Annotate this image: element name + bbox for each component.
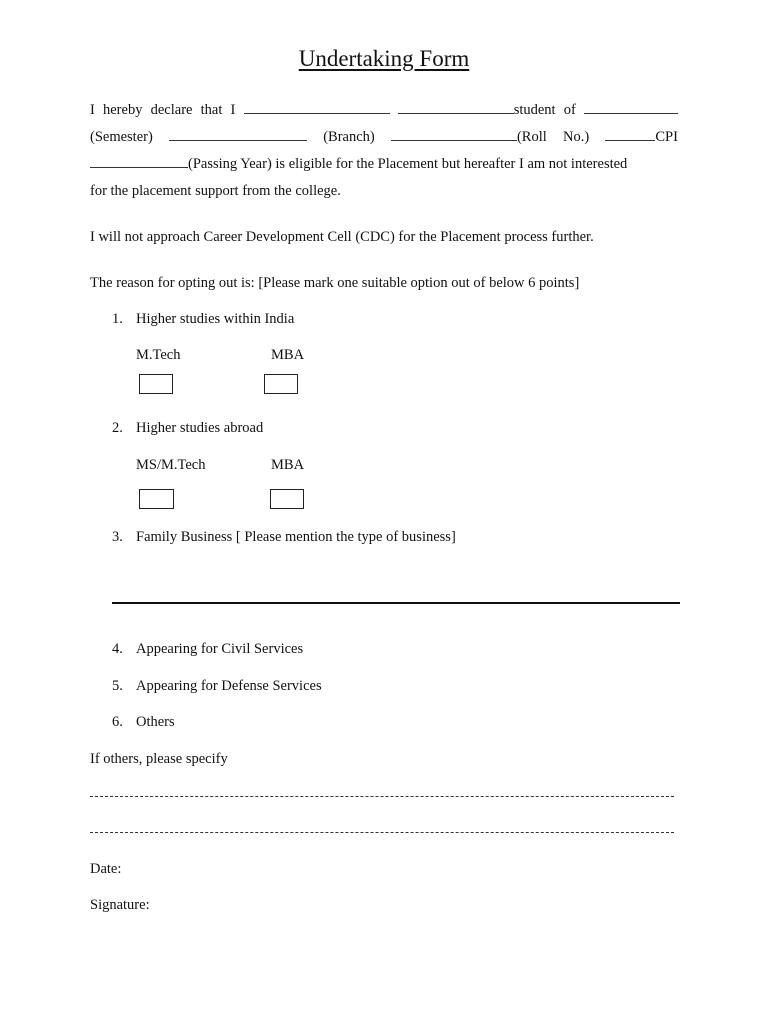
- declaration-word: declare: [150, 102, 193, 118]
- cpi-blank[interactable]: [605, 128, 655, 141]
- semester-blank[interactable]: [584, 101, 678, 114]
- branch-label: (Branch): [323, 129, 375, 145]
- roll-no-blank[interactable]: [391, 128, 517, 141]
- declaration-line-3-text: (Passing Year) is eligible for the Placement but hereafter I am not interested: [188, 156, 628, 172]
- declaration-line-3: [90, 155, 678, 173]
- declaration-line-2: [90, 128, 678, 146]
- option-label: Family Business [ Please mention the type of business]: [136, 529, 456, 545]
- name-blank[interactable]: [244, 101, 390, 114]
- option-number: 5.: [112, 678, 123, 694]
- option-number: 4.: [112, 641, 123, 657]
- mba-india-checkbox[interactable]: [264, 374, 298, 394]
- declaration-word: of: [563, 102, 576, 118]
- declaration-line-4: for the placement support from the college.: [90, 183, 341, 199]
- option-1: [112, 310, 294, 328]
- declaration-word: I: [90, 102, 95, 118]
- mtech-checkbox[interactable]: [139, 374, 173, 394]
- option-label: Higher studies within India: [136, 311, 295, 327]
- option-label: Others: [136, 714, 175, 730]
- branch-blank[interactable]: [169, 128, 307, 141]
- option-number: 1.: [112, 311, 123, 327]
- form-title: Undertaking Form: [298, 46, 470, 71]
- mba-label: MBA: [271, 347, 305, 363]
- option-5: [112, 677, 322, 695]
- mba-abroad-label: MBA: [271, 457, 305, 473]
- option-3: [112, 528, 456, 546]
- passing-year-blank[interactable]: [90, 155, 188, 168]
- ms-mtech-checkbox[interactable]: [139, 489, 174, 509]
- semester-label: (Semester): [90, 129, 153, 145]
- declaration-word: hereby: [103, 102, 143, 118]
- mtech-label: M.Tech: [136, 347, 181, 363]
- cpi-label: CPI: [655, 129, 678, 145]
- date-label: Date:: [90, 861, 122, 877]
- option-label: Appearing for Defense Services: [136, 678, 322, 694]
- name-blank-2[interactable]: [398, 101, 514, 114]
- option-number: 6.: [112, 714, 123, 730]
- others-specify-line-2[interactable]: [90, 832, 674, 833]
- reason-intro: The reason for opting out is: [Please mark one suitable option out of below 6 points]: [90, 275, 580, 291]
- mba-abroad-checkbox[interactable]: [270, 489, 304, 509]
- signature-label: Signature:: [90, 897, 150, 913]
- option-4: [112, 640, 303, 658]
- others-specify-line-1[interactable]: [90, 796, 674, 797]
- option-number: 2.: [112, 420, 123, 436]
- option-2: [112, 419, 263, 437]
- ms-mtech-label: MS/M.Tech: [136, 457, 206, 473]
- declaration-word: I: [230, 102, 236, 118]
- option-label: Higher studies abroad: [136, 420, 264, 436]
- option-number: 3.: [112, 529, 123, 545]
- others-specify-label: If others, please specify: [90, 751, 228, 767]
- no-cdc-statement: I will not approach Career Development Cell (CDC) for the Placement process further.: [90, 229, 594, 245]
- declaration-line-1: [90, 101, 678, 119]
- option-label: Appearing for Civil Services: [136, 641, 304, 657]
- declaration-word: that: [200, 102, 223, 118]
- no-label: No.): [562, 129, 590, 145]
- roll-label: (Roll: [516, 129, 547, 145]
- declaration-word: student: [513, 102, 556, 118]
- business-type-line[interactable]: [112, 602, 680, 604]
- option-6: [112, 713, 175, 731]
